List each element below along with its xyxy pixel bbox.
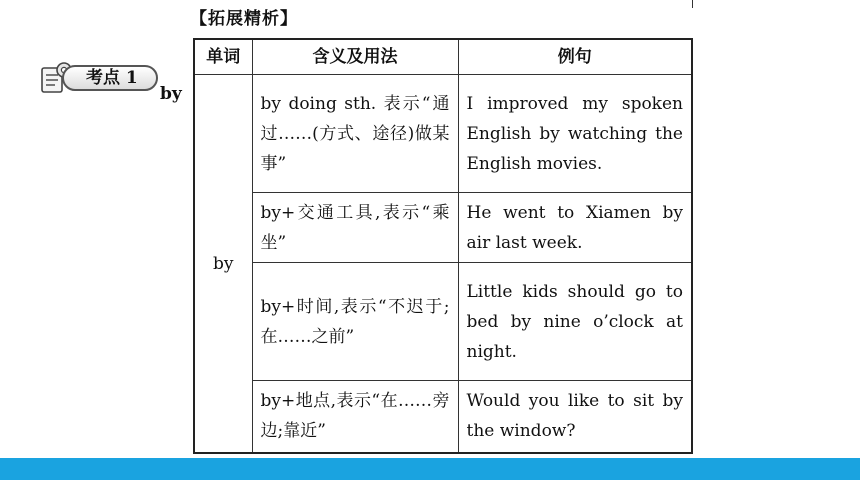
key-point-label: 考点 1	[62, 65, 158, 91]
usage-cell: by+地点,表示“在……旁边;靠近”	[252, 380, 458, 453]
example-cell: Would you like to sit by the window?	[458, 380, 692, 453]
example-cell: Little kids should go to bed by nine o’clock at night.	[458, 263, 692, 380]
table-row	[194, 263, 692, 380]
table-row	[194, 192, 692, 263]
header-example: 例句	[458, 39, 692, 75]
vocabulary-table	[193, 38, 693, 454]
header-usage: 含义及用法	[252, 39, 458, 75]
example-cell: I improved my spoken English by watching the English movies.	[458, 75, 692, 192]
key-point-word: by	[160, 84, 182, 104]
section-title: 【拓展精析】	[190, 9, 298, 29]
table-row	[194, 380, 692, 453]
header-word: 单词	[194, 39, 252, 75]
table-header-row	[194, 39, 692, 75]
example-cell: He went to Xiamen by air last week.	[458, 192, 692, 263]
footer-bar	[0, 458, 860, 480]
word-cell: by	[194, 75, 252, 453]
key-point-badge	[38, 60, 162, 96]
usage-cell: by+交通工具,表示“乘坐”	[252, 192, 458, 263]
usage-cell: by+时间,表示“不迟于;在……之前”	[252, 263, 458, 380]
corner-mark	[692, 0, 693, 8]
usage-cell: by doing sth. 表示“通过……(方式、途径)做某事”	[252, 75, 458, 192]
table-row	[194, 75, 692, 192]
